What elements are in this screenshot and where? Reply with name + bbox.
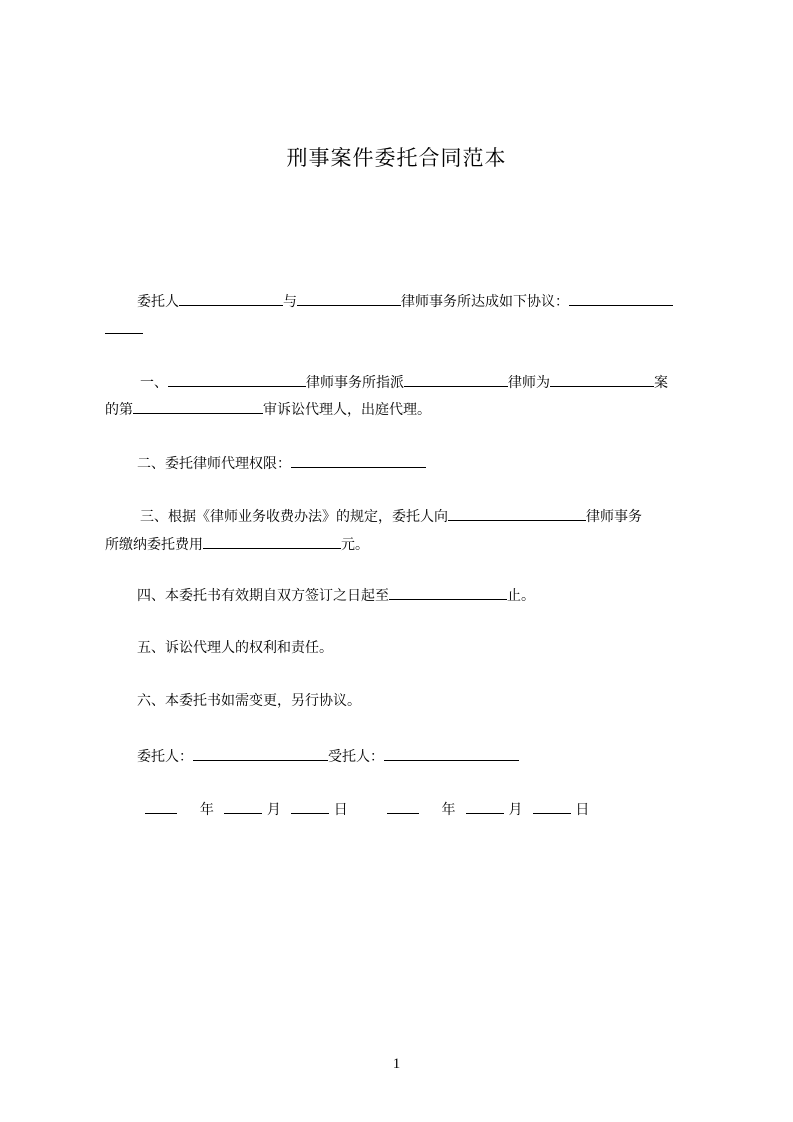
clause-1-instance-label: 的第	[105, 402, 133, 418]
authority-scope-blank[interactable]	[291, 452, 426, 468]
clause-2-label: 二、委托律师代理权限：	[137, 456, 291, 472]
principal-date	[145, 802, 352, 818]
fee-amount-blank[interactable]	[203, 533, 341, 549]
intro-agreement-label: 律师事务所达成如下协议：	[401, 294, 569, 310]
signature-line	[137, 745, 519, 767]
clause-1-role-label: 审诉讼代理人，出庭代理。	[263, 402, 431, 418]
clause-4-end-label: 止。	[507, 588, 535, 604]
fee-firm-blank[interactable]	[448, 505, 586, 521]
clause-1-line-2	[105, 398, 431, 420]
clause-2-line	[137, 452, 426, 474]
principal-month-blank[interactable]	[224, 798, 262, 814]
trial-instance-blank[interactable]	[133, 398, 263, 414]
agent-year-blank[interactable]	[387, 798, 419, 814]
intro-principal-label: 委托人	[137, 294, 179, 310]
agent-day-blank[interactable]	[533, 798, 571, 814]
clause-4-label: 四、本委托书有效期自双方签订之日起至	[137, 588, 389, 604]
document-title: 刑事案件委托合同范本	[286, 146, 507, 170]
principal-day-blank[interactable]	[291, 798, 329, 814]
clause-3-line-2	[105, 533, 369, 555]
agreement-blank-continued[interactable]	[105, 318, 143, 334]
agent-month-blank[interactable]	[466, 798, 504, 814]
principal-day-label: 日	[333, 802, 348, 818]
agent-day-label: 日	[575, 802, 590, 818]
agent-month-label: 月	[508, 802, 523, 818]
clause-1-case-label: 案	[654, 375, 668, 391]
agent-signature-label: 受托人：	[328, 749, 384, 765]
clause-1-lawyer-label: 律师为	[508, 375, 550, 391]
intro-line-1	[137, 290, 673, 312]
clause-3-firm-label: 律师事务	[586, 509, 642, 525]
date-line	[145, 798, 589, 820]
principal-signature-label: 委托人：	[137, 749, 193, 765]
agent-signature-blank[interactable]	[384, 745, 519, 761]
agent-year-label: 年	[441, 802, 456, 818]
assigning-firm-blank[interactable]	[168, 371, 306, 387]
intro-with-label: 与	[283, 294, 297, 310]
clause-3-currency-label: 元。	[341, 537, 369, 553]
clause-1-number: 一、	[140, 375, 168, 391]
clause-1-assign-label: 律师事务所指派	[306, 375, 404, 391]
agent-date	[387, 802, 590, 818]
clause-5-line: 五、诉讼代理人的权利和责任。	[137, 640, 333, 656]
clause-3-label: 三、根据《律师业务收费办法》的规定，委托人向	[140, 509, 448, 525]
lawyer-name-blank[interactable]	[404, 371, 508, 387]
page-number: 1	[392, 1056, 401, 1072]
intro-line-2	[105, 318, 143, 340]
principal-year-blank[interactable]	[145, 798, 177, 814]
law-firm-name-blank[interactable]	[297, 290, 401, 306]
principal-month-label: 月	[266, 802, 281, 818]
clause-3-line-1	[140, 505, 642, 527]
principal-year-label: 年	[199, 802, 214, 818]
principal-name-blank[interactable]	[179, 290, 283, 306]
clause-4-line	[137, 584, 535, 606]
validity-end-date-blank[interactable]	[389, 584, 507, 600]
clause-1-line-1	[140, 371, 668, 393]
principal-signature-blank[interactable]	[193, 745, 328, 761]
agreement-blank[interactable]	[569, 290, 673, 306]
clause-6-line: 六、本委托书如需变更，另行协议。	[137, 693, 361, 709]
clause-3-fee-label: 所缴纳委托费用	[105, 537, 203, 553]
case-name-blank[interactable]	[550, 371, 654, 387]
